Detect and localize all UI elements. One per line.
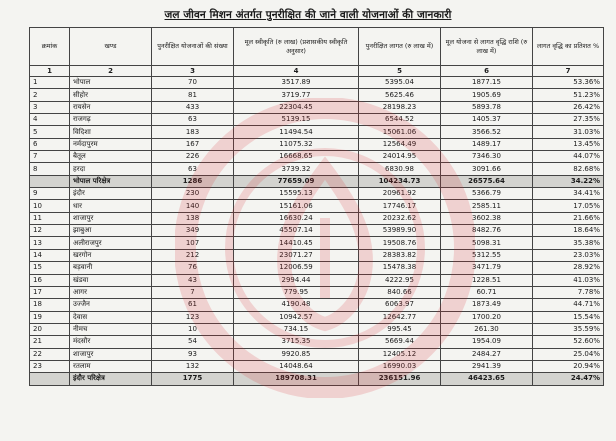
table-row (30, 311, 604, 323)
cell-revised-cost: 16990.03 (359, 360, 441, 372)
cell-division: सीहोर (70, 89, 152, 101)
cell-cost-increase: 26575.64 (441, 175, 533, 187)
cell-serial: 12 (30, 225, 70, 237)
cell-revised-cost: 28198.23 (359, 101, 441, 113)
cell-serial: 18 (30, 299, 70, 311)
table-row (30, 126, 604, 138)
cell-serial: 13 (30, 237, 70, 249)
table-row (30, 323, 604, 335)
cell-scheme-count: 212 (152, 249, 234, 261)
cell-scheme-count: 1775 (152, 373, 234, 385)
cell-cost-increase: 261.30 (441, 323, 533, 335)
cell-original-sanction: 11494.54 (234, 126, 359, 138)
cell-original-sanction: 5139.15 (234, 114, 359, 126)
cell-division: विदिशा (70, 126, 152, 138)
cell-increase-percent: 52.60% (533, 336, 604, 348)
cell-revised-cost: 15061.06 (359, 126, 441, 138)
cell-serial (30, 373, 70, 385)
table-row (30, 77, 604, 89)
table-row (30, 89, 604, 101)
cell-scheme-count: 123 (152, 311, 234, 323)
table-row (30, 360, 604, 372)
cell-scheme-count: 230 (152, 188, 234, 200)
header-serial: क्रमांक (30, 28, 70, 66)
cell-revised-cost: 5625.46 (359, 89, 441, 101)
cell-serial: 19 (30, 311, 70, 323)
cell-division: नर्मदापुरम (70, 138, 152, 150)
cell-revised-cost: 4222.95 (359, 274, 441, 286)
cell-division: देवास (70, 311, 152, 323)
cell-scheme-count: 54 (152, 336, 234, 348)
cell-serial: 3 (30, 101, 70, 113)
cell-serial: 10 (30, 200, 70, 212)
header-original-sanction: मूल स्वीकृति (रु लाख) (प्रशासकीय स्वीकृति अनुसार) (234, 28, 359, 66)
cell-cost-increase: 1489.17 (441, 138, 533, 150)
cell-cost-increase: 5098.31 (441, 237, 533, 249)
cell-scheme-count: 107 (152, 237, 234, 249)
cell-serial: 22 (30, 348, 70, 360)
cell-scheme-count: 63 (152, 163, 234, 175)
cell-serial (30, 175, 70, 187)
column-number: 6 (441, 66, 533, 77)
cell-serial: 2 (30, 89, 70, 101)
cell-cost-increase: 2585.11 (441, 200, 533, 212)
header-scheme-count: पुनरीक्षित योजनाओं की संख्या (152, 28, 234, 66)
table-row (30, 225, 604, 237)
cell-increase-percent: 44.07% (533, 151, 604, 163)
column-number: 2 (70, 66, 152, 77)
cell-serial: 5 (30, 126, 70, 138)
table-row (30, 163, 604, 175)
table-row (30, 286, 604, 298)
table-row (30, 200, 604, 212)
cell-serial: 23 (30, 360, 70, 372)
cell-cost-increase: 1405.37 (441, 114, 533, 126)
cell-original-sanction: 14048.64 (234, 360, 359, 372)
cell-increase-percent: 34.41% (533, 188, 604, 200)
cell-division: इंदौर (70, 188, 152, 200)
cell-revised-cost: 5669.44 (359, 336, 441, 348)
cell-increase-percent: 35.38% (533, 237, 604, 249)
cell-serial: 11 (30, 212, 70, 224)
cell-division: अलीराजपुर (70, 237, 152, 249)
cell-increase-percent: 23.03% (533, 249, 604, 261)
cell-cost-increase: 1877.15 (441, 77, 533, 89)
cell-revised-cost: 12564.49 (359, 138, 441, 150)
cell-scheme-count: 70 (152, 77, 234, 89)
cell-cost-increase: 7346.30 (441, 151, 533, 163)
cell-scheme-count: 349 (152, 225, 234, 237)
cell-cost-increase: 60.71 (441, 286, 533, 298)
cell-increase-percent: 25.04% (533, 348, 604, 360)
cell-revised-cost: 19508.76 (359, 237, 441, 249)
header-revised-cost: पुनरीक्षित लागत (रु लाख में) (359, 28, 441, 66)
table-row (30, 262, 604, 274)
cell-scheme-count: 43 (152, 274, 234, 286)
cell-increase-percent: 26.42% (533, 101, 604, 113)
table-total-row (30, 373, 604, 385)
cell-cost-increase: 1700.20 (441, 311, 533, 323)
column-number-row (30, 66, 604, 77)
cell-original-sanction: 77659.09 (234, 175, 359, 187)
cell-scheme-count: 76 (152, 262, 234, 274)
column-number: 3 (152, 66, 234, 77)
table-row (30, 336, 604, 348)
cell-serial: 7 (30, 151, 70, 163)
cell-increase-percent: 35.59% (533, 323, 604, 335)
column-number: 1 (30, 66, 70, 77)
cell-revised-cost: 104234.73 (359, 175, 441, 187)
header-cost-increase: मूल योजना से लागत वृद्धि राशि (रु लाख में) (441, 28, 533, 66)
cell-cost-increase: 3091.66 (441, 163, 533, 175)
cell-original-sanction: 779.95 (234, 286, 359, 298)
cell-scheme-count: 10 (152, 323, 234, 335)
cell-increase-percent: 17.05% (533, 200, 604, 212)
cell-serial: 14 (30, 249, 70, 261)
cell-revised-cost: 17746.17 (359, 200, 441, 212)
cell-serial: 6 (30, 138, 70, 150)
cell-original-sanction: 4190.48 (234, 299, 359, 311)
schemes-table (29, 27, 604, 386)
cell-serial: 17 (30, 286, 70, 298)
cell-cost-increase: 2941.39 (441, 360, 533, 372)
column-number: 7 (533, 66, 604, 77)
table-row (30, 101, 604, 113)
cell-original-sanction: 15161.06 (234, 200, 359, 212)
cell-original-sanction: 3739.32 (234, 163, 359, 175)
cell-cost-increase: 1228.51 (441, 274, 533, 286)
cell-revised-cost: 6830.98 (359, 163, 441, 175)
cell-original-sanction: 3517.89 (234, 77, 359, 89)
cell-increase-percent: 7.78% (533, 286, 604, 298)
cell-division: शाजापुर (70, 348, 152, 360)
cell-scheme-count: 81 (152, 89, 234, 101)
cell-scheme-count: 132 (152, 360, 234, 372)
cell-revised-cost: 53989.90 (359, 225, 441, 237)
table-row (30, 114, 604, 126)
cell-cost-increase: 2484.27 (441, 348, 533, 360)
cell-revised-cost: 28383.82 (359, 249, 441, 261)
column-number: 4 (234, 66, 359, 77)
cell-increase-percent: 13.45% (533, 138, 604, 150)
cell-cost-increase: 1905.69 (441, 89, 533, 101)
cell-revised-cost: 840.66 (359, 286, 441, 298)
table-row (30, 151, 604, 163)
cell-division: धार (70, 200, 152, 212)
cell-scheme-count: 167 (152, 138, 234, 150)
cell-original-sanction: 734.15 (234, 323, 359, 335)
document-title: जल जीवन मिशन अंतर्गत पुनरीक्षित की जाने वाली योजनाओं की जानकारी (164, 9, 452, 21)
cell-original-sanction: 12006.59 (234, 262, 359, 274)
cell-original-sanction: 189708.31 (234, 373, 359, 385)
cell-division: उज्जैन (70, 299, 152, 311)
cell-cost-increase: 1873.49 (441, 299, 533, 311)
cell-revised-cost: 24014.95 (359, 151, 441, 163)
cell-increase-percent: 18.64% (533, 225, 604, 237)
cell-revised-cost: 12405.12 (359, 348, 441, 360)
cell-scheme-count: 93 (152, 348, 234, 360)
cell-cost-increase: 1954.09 (441, 336, 533, 348)
cell-serial: 20 (30, 323, 70, 335)
cell-revised-cost: 5395.04 (359, 77, 441, 89)
cell-increase-percent: 82.68% (533, 163, 604, 175)
cell-scheme-count: 183 (152, 126, 234, 138)
cell-scheme-count: 61 (152, 299, 234, 311)
table-row (30, 138, 604, 150)
table-row (30, 348, 604, 360)
cell-increase-percent: 51.23% (533, 89, 604, 101)
cell-revised-cost: 20232.62 (359, 212, 441, 224)
cell-scheme-count: 63 (152, 114, 234, 126)
cell-revised-cost: 15478.38 (359, 262, 441, 274)
cell-original-sanction: 16630.24 (234, 212, 359, 224)
cell-cost-increase: 5312.55 (441, 249, 533, 261)
cell-increase-percent: 34.22% (533, 175, 604, 187)
cell-serial: 4 (30, 114, 70, 126)
cell-serial: 21 (30, 336, 70, 348)
cell-original-sanction: 3715.35 (234, 336, 359, 348)
cell-division: बैतूल (70, 151, 152, 163)
cell-original-sanction: 3719.77 (234, 89, 359, 101)
cell-increase-percent: 27.35% (533, 114, 604, 126)
header-increase-percent: लागत वृद्धि का प्रतिशत % (533, 28, 604, 66)
cell-scheme-count: 138 (152, 212, 234, 224)
cell-division: भोपाल (70, 77, 152, 89)
cell-increase-percent: 44.71% (533, 299, 604, 311)
cell-increase-percent: 41.03% (533, 274, 604, 286)
cell-serial: 16 (30, 274, 70, 286)
cell-serial: 15 (30, 262, 70, 274)
cell-cost-increase: 5366.79 (441, 188, 533, 200)
cell-increase-percent: 31.03% (533, 126, 604, 138)
cell-division: आगर (70, 286, 152, 298)
cell-original-sanction: 10942.57 (234, 311, 359, 323)
cell-division: रतलाम (70, 360, 152, 372)
cell-division: इंदौर परिक्षेत्र (70, 373, 152, 385)
cell-original-sanction: 11075.32 (234, 138, 359, 150)
cell-original-sanction: 16668.65 (234, 151, 359, 163)
cell-division: भोपाल परिक्षेत्र (70, 175, 152, 187)
cell-cost-increase: 3602.38 (441, 212, 533, 224)
cell-original-sanction: 22304.45 (234, 101, 359, 113)
cell-original-sanction: 23071.27 (234, 249, 359, 261)
cell-revised-cost: 236151.96 (359, 373, 441, 385)
cell-serial: 1 (30, 77, 70, 89)
cell-revised-cost: 995.45 (359, 323, 441, 335)
cell-division: मंदसौर (70, 336, 152, 348)
cell-original-sanction: 9920.85 (234, 348, 359, 360)
cell-increase-percent: 15.54% (533, 311, 604, 323)
table-row (30, 212, 604, 224)
cell-original-sanction: 14410.45 (234, 237, 359, 249)
table-row (30, 237, 604, 249)
table-row (30, 299, 604, 311)
table-row (30, 249, 604, 261)
cell-increase-percent: 28.92% (533, 262, 604, 274)
cell-division: खंडवा (70, 274, 152, 286)
cell-scheme-count: 226 (152, 151, 234, 163)
cell-division: रायसेन (70, 101, 152, 113)
cell-serial: 8 (30, 163, 70, 175)
cell-original-sanction: 15595.13 (234, 188, 359, 200)
cell-scheme-count: 433 (152, 101, 234, 113)
column-number: 5 (359, 66, 441, 77)
cell-cost-increase: 3471.79 (441, 262, 533, 274)
cell-division: खरगोन (70, 249, 152, 261)
cell-division: नीमच (70, 323, 152, 335)
header-row (30, 28, 604, 66)
cell-cost-increase: 8482.76 (441, 225, 533, 237)
cell-scheme-count: 140 (152, 200, 234, 212)
cell-increase-percent: 21.66% (533, 212, 604, 224)
cell-scheme-count: 1286 (152, 175, 234, 187)
header-division: खण्ड (70, 28, 152, 66)
cell-cost-increase: 46423.65 (441, 373, 533, 385)
cell-revised-cost: 6544.52 (359, 114, 441, 126)
table-total-row (30, 175, 604, 187)
table-row (30, 188, 604, 200)
cell-division: झाबुआ (70, 225, 152, 237)
cell-division: हरदा (70, 163, 152, 175)
table-row (30, 274, 604, 286)
cell-division: बड़वानी (70, 262, 152, 274)
cell-scheme-count: 7 (152, 286, 234, 298)
cell-revised-cost: 6063.97 (359, 299, 441, 311)
cell-original-sanction: 45507.14 (234, 225, 359, 237)
cell-division: शाजापुर (70, 212, 152, 224)
cell-serial: 9 (30, 188, 70, 200)
cell-increase-percent: 20.94% (533, 360, 604, 372)
cell-revised-cost: 12642.77 (359, 311, 441, 323)
cell-increase-percent: 24.47% (533, 373, 604, 385)
table-body (30, 77, 604, 386)
cell-increase-percent: 53.36% (533, 77, 604, 89)
cell-division: राजगढ़ (70, 114, 152, 126)
cell-original-sanction: 2994.44 (234, 274, 359, 286)
cell-revised-cost: 20961.92 (359, 188, 441, 200)
cell-cost-increase: 3566.52 (441, 126, 533, 138)
cell-cost-increase: 5893.78 (441, 101, 533, 113)
